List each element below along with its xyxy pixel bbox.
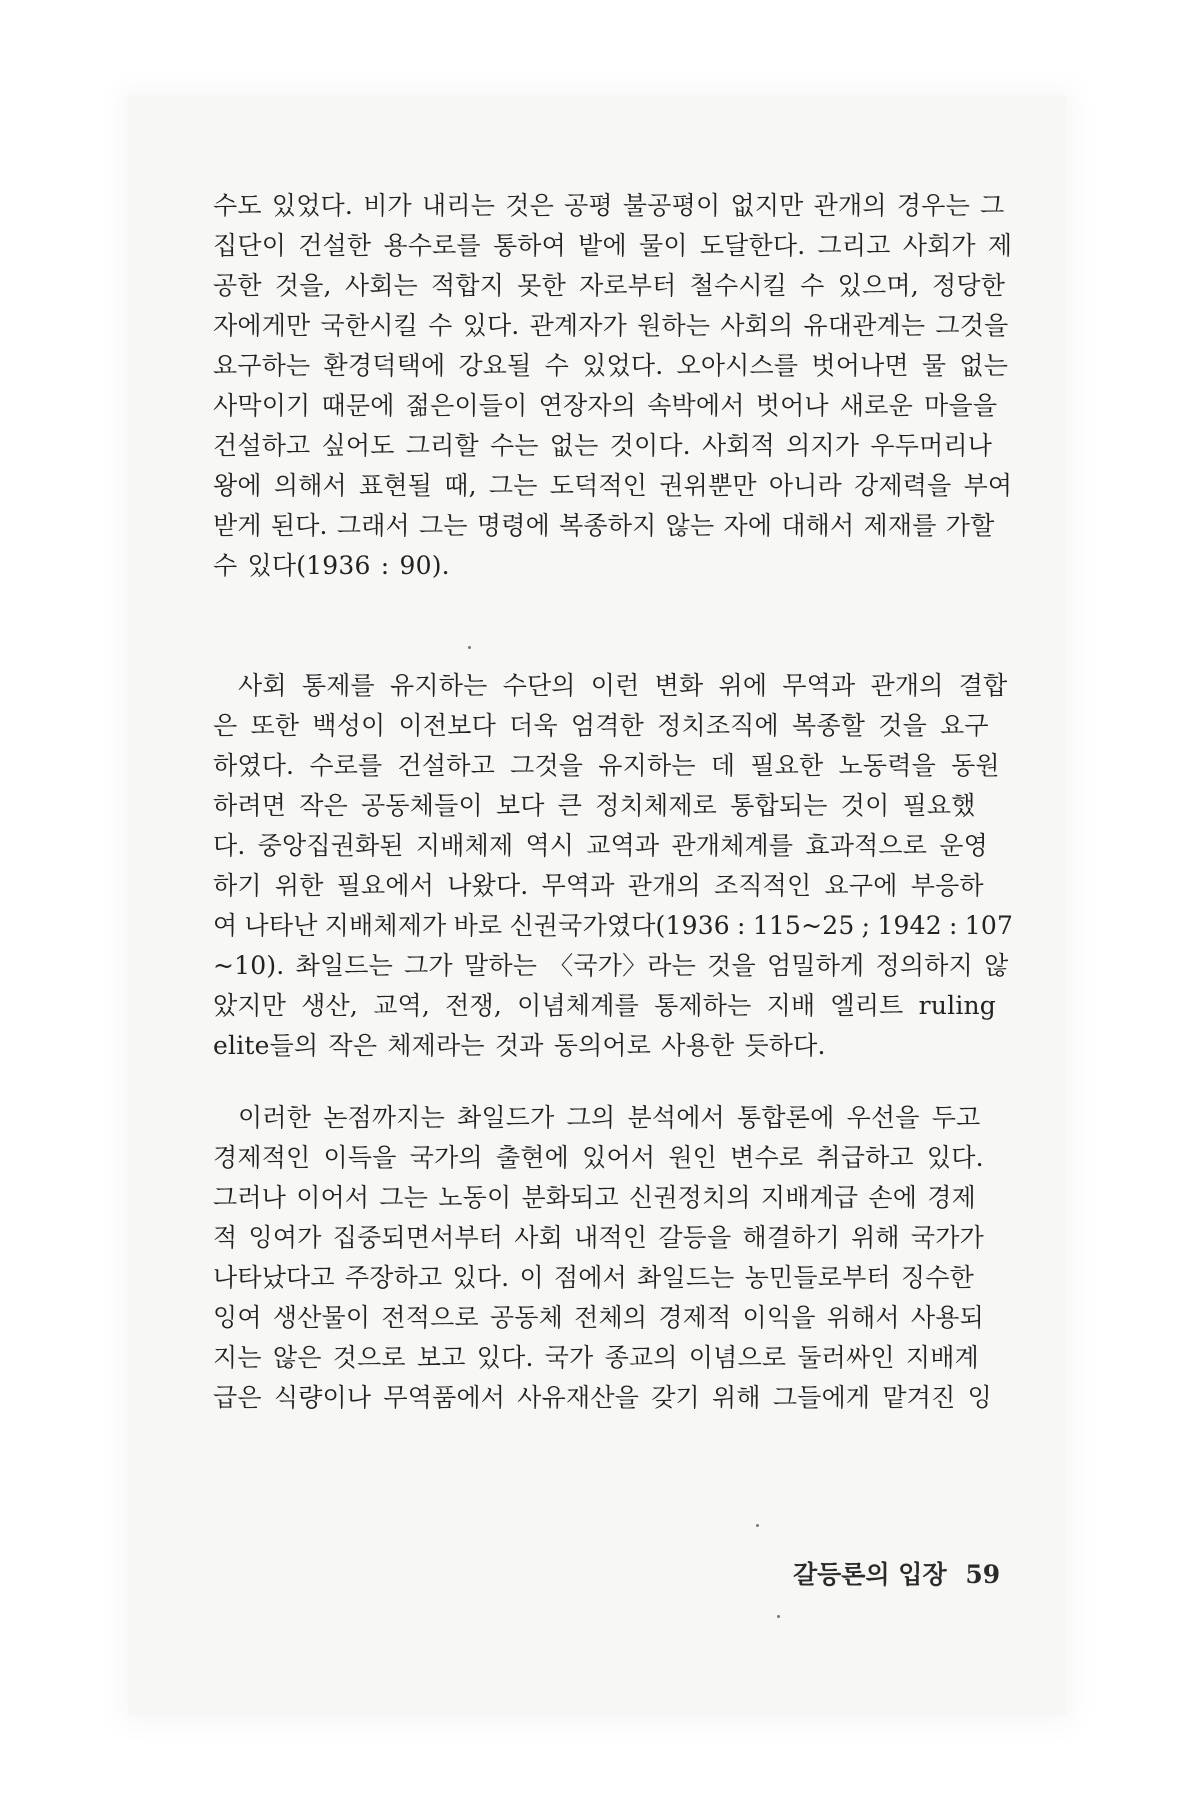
- text-line: 지는 않은 것으로 보고 있다. 국가 종교의 이념으로 둘러싸인 지배계: [213, 1343, 979, 1372]
- text-line: 급은 식량이나 무역품에서 사유재산을 갖기 위해 그들에게 맡겨진 잉: [213, 1383, 992, 1412]
- text-line: 다. 중앙집권화된 지배체제 역시 교역과 관개체계를 효과적으로 운영: [213, 831, 988, 860]
- text-line: 자에게만 국한시킬 수 있다. 관계자가 원하는 사회의 유대관계는 그것을: [213, 311, 1009, 340]
- text-line: 받게 된다. 그래서 그는 명령에 복종하지 않는 자에 대해서 제재를 가할: [213, 511, 995, 540]
- text-line: 사회 통제를 유지하는 수단의 이런 변화 위에 무역과 관개의 결합: [238, 671, 1008, 700]
- text-line: 수도 있었다. 비가 내리는 것은 공평 불공평이 없지만 관개의 경우는 그: [213, 191, 1005, 220]
- paragraph-continuation: [213, 186, 1013, 586]
- text-line: 이러한 논점까지는 촤일드가 그의 분석에서 통합론에 우선을 두고: [238, 1103, 981, 1132]
- text-line: 수 있다(1936 : 90).: [213, 551, 450, 580]
- page-number: 59: [965, 1560, 1001, 1589]
- text-line: 요구하는 환경덕택에 강요될 수 있었다. 오아시스를 벗어나면 물 없는: [213, 351, 1009, 380]
- text-line: 왕에 의해서 표현될 때, 그는 도덕적인 권위뿐만 아니라 강제력을 부여: [213, 471, 1013, 500]
- paragraph-conflict-view: [213, 1098, 1013, 1418]
- text-line: 나타났다고 주장하고 있다. 이 점에서 촤일드는 농민들로부터 징수한: [213, 1263, 974, 1292]
- text-line: 하기 위한 필요에서 나왔다. 무역과 관개의 조직적인 요구에 부응하: [213, 871, 984, 900]
- running-footer: [793, 1557, 1023, 1593]
- text-line: 하였다. 수로를 건설하고 그것을 유지하는 데 필요한 노동력을 동원: [213, 751, 1000, 780]
- print-speck: [777, 1615, 780, 1618]
- paragraph-state-formation: [213, 666, 1013, 1066]
- text-line: ~10). 촤일드는 그가 말하는 〈국가〉라는 것을 엄밀하게 정의하지 않: [213, 951, 1009, 980]
- running-title: 갈등론의 입장: [793, 1560, 947, 1589]
- text-line: 경제적인 이득을 국가의 출현에 있어서 원인 변수로 취급하고 있다.: [213, 1143, 984, 1172]
- print-speck: [468, 646, 471, 649]
- text-line: 은 또한 백성이 이전보다 더욱 엄격한 정치조직에 복종할 것을 요구: [213, 711, 989, 740]
- text-line: elite들의 작은 체제라는 것과 동의어로 사용한 듯하다.: [213, 1031, 826, 1060]
- text-line: 하려면 작은 공동체들이 보다 큰 정치체제로 통합되는 것이 필요했: [213, 791, 976, 820]
- print-speck: [756, 1524, 759, 1527]
- text-line: 그러나 이어서 그는 노동이 분화되고 신권정치의 지배계급 손에 경제: [213, 1183, 976, 1212]
- text-line: 건설하고 싶어도 그리할 수는 없는 것이다. 사회적 의지가 우두머리나: [213, 431, 993, 460]
- text-line: 았지만 생산, 교역, 전쟁, 이념체계를 통제하는 지배 엘리트 ruling: [213, 991, 997, 1020]
- text-line: 잉여 생산물이 전적으로 공동체 전체의 경제적 이익을 위해서 사용되: [213, 1303, 984, 1332]
- text-line: 집단이 건설한 용수로를 통하여 밭에 물이 도달한다. 그리고 사회가 제: [213, 231, 1013, 260]
- text-line: 여 나타난 지배체제가 바로 신권국가였다(1936 : 115~25 ; 1942 : 107: [213, 911, 1014, 940]
- text-line: 사막이기 때문에 젊은이들이 연장자의 속박에서 벗어나 새로운 마을을: [213, 391, 998, 420]
- text-line: 공한 것을, 사회는 적합지 못한 자로부터 철수시킬 수 있으며, 정당한: [213, 271, 1006, 300]
- text-line: 적 잉여가 집중되면서부터 사회 내적인 갈등을 해결하기 위해 국가가: [213, 1223, 984, 1252]
